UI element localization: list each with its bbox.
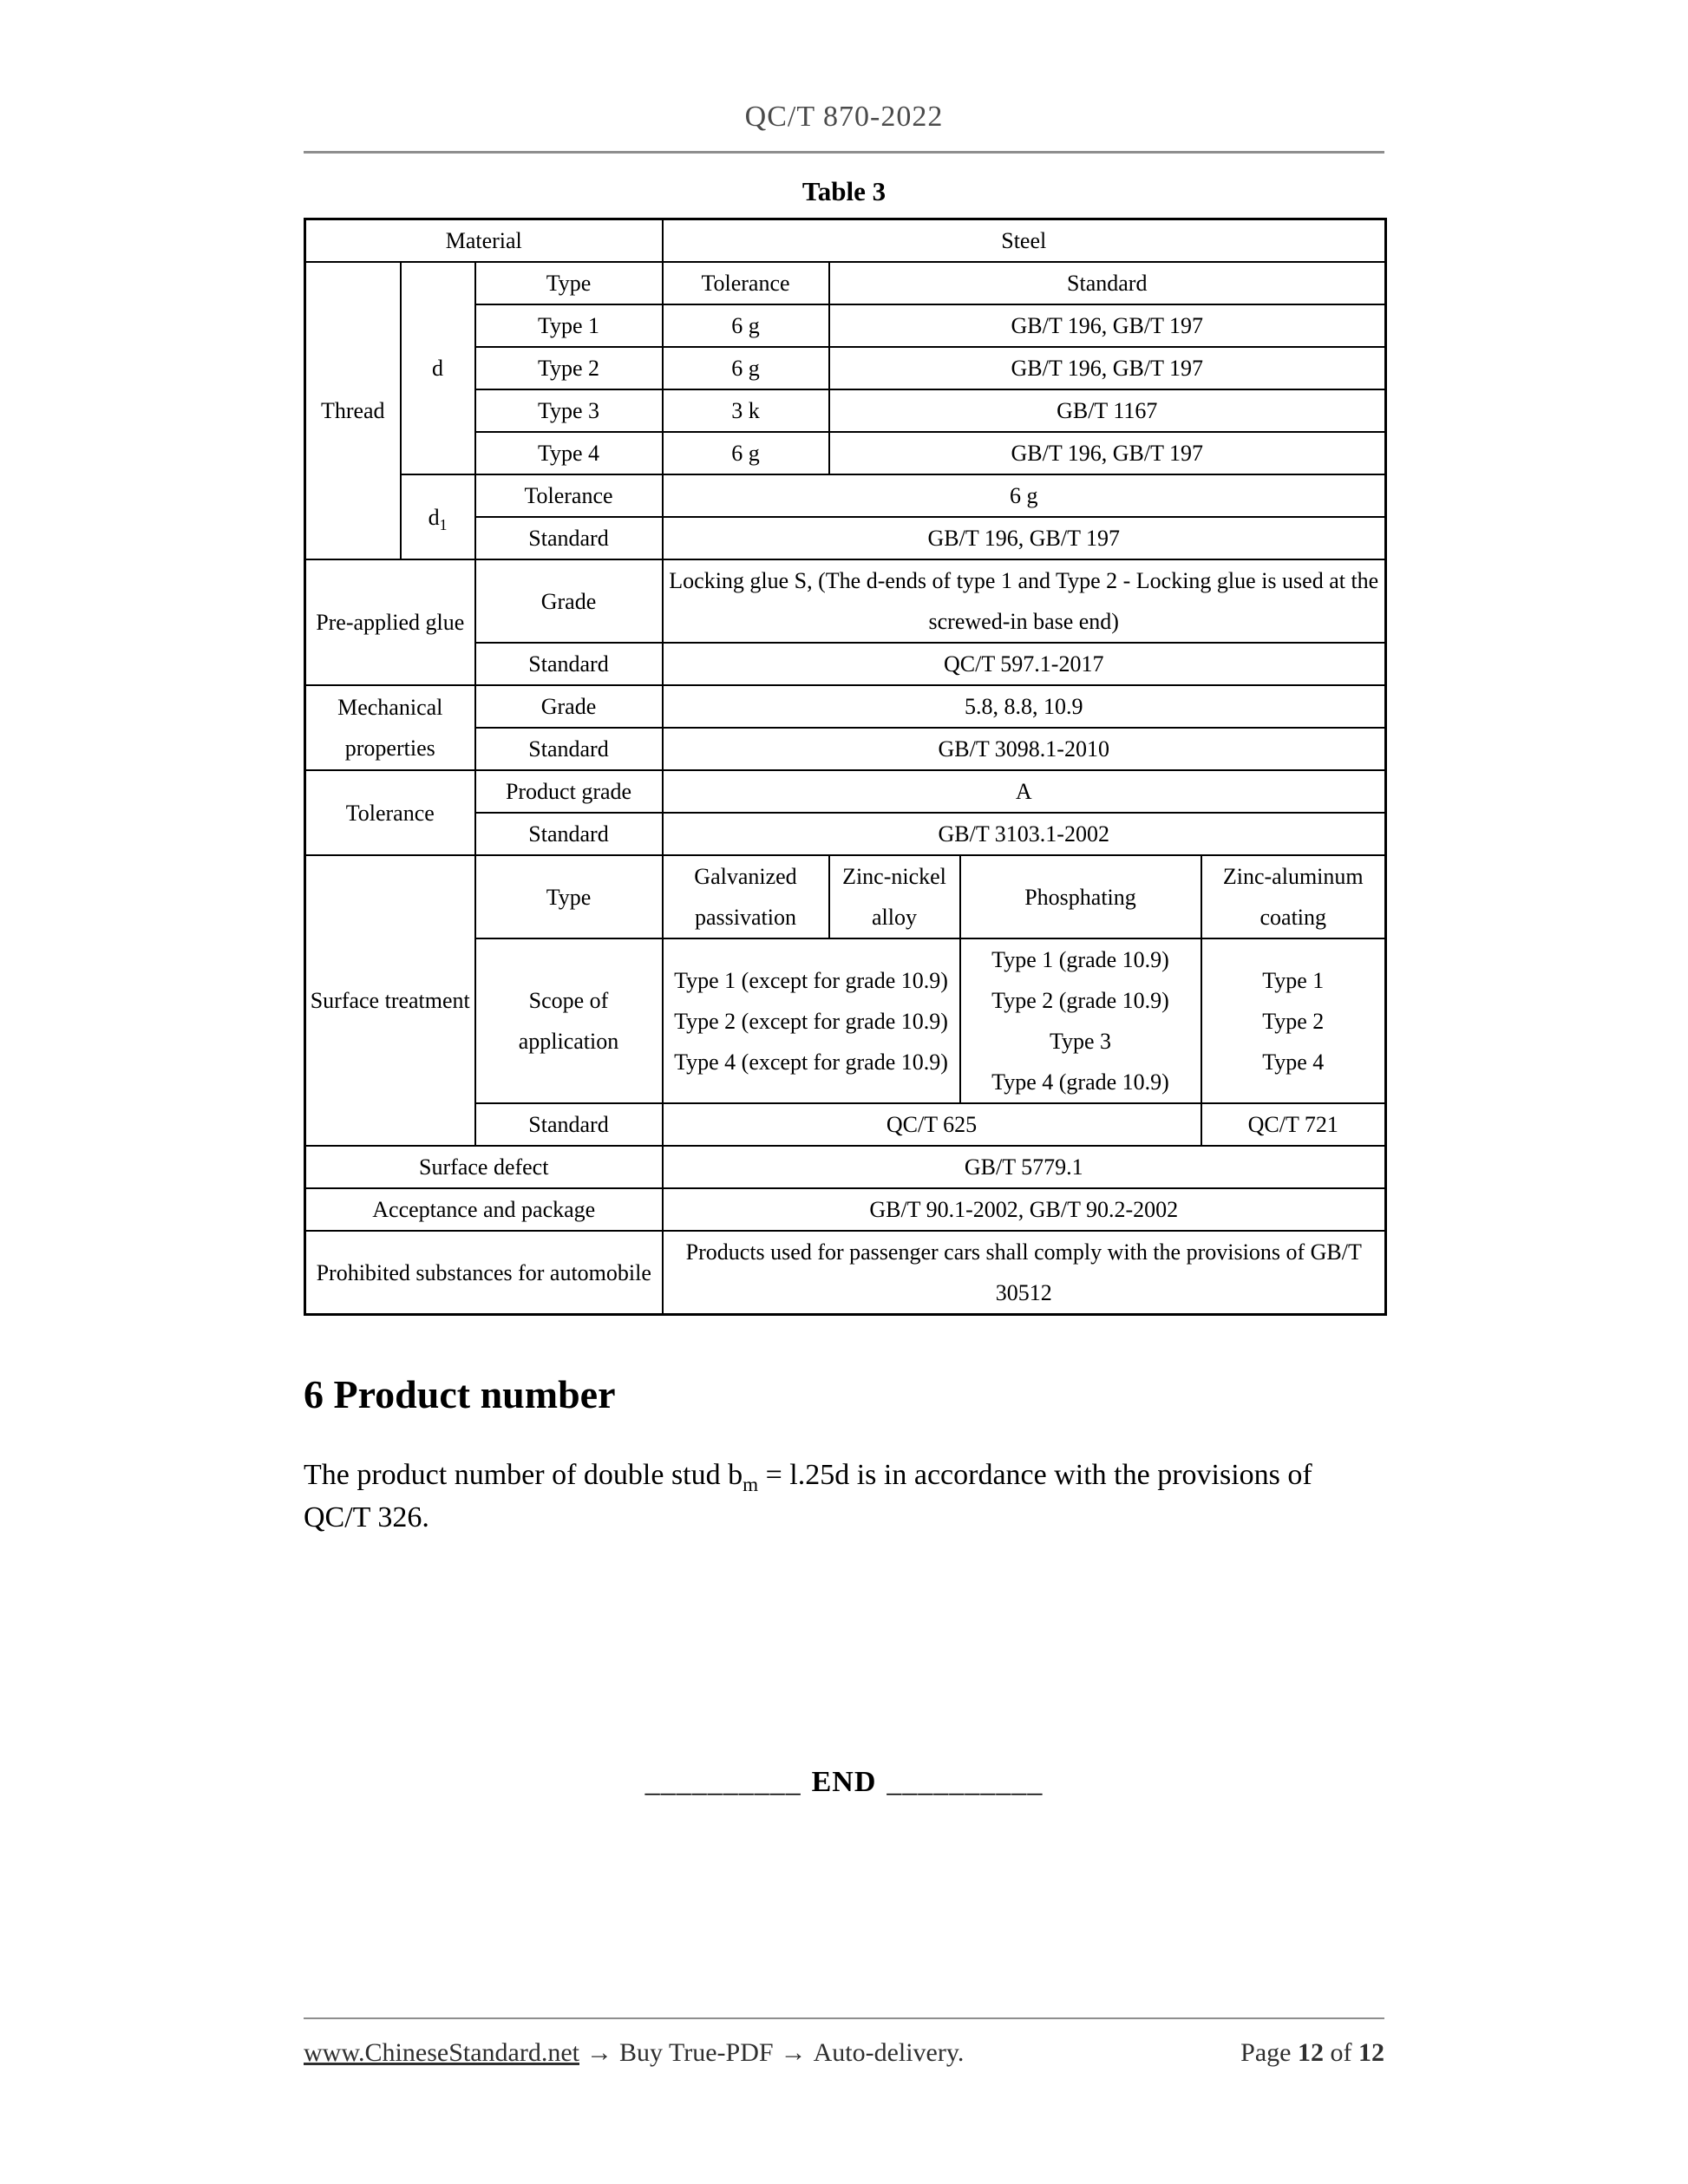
cell-scope-phosphating	[960, 938, 1201, 1103]
cell-type1-standard: GB/T 196, GB/T 197	[829, 304, 1386, 347]
cell-scope-label: Scope of application	[475, 938, 663, 1103]
paragraph-subscript: m	[743, 1473, 759, 1496]
cell-tolerance-label: Tolerance	[305, 770, 475, 855]
body-paragraph	[304, 1454, 1384, 1539]
cell-type3-tolerance: 3 k	[663, 389, 829, 432]
cell-glue-standard-label: Standard	[475, 643, 663, 685]
cell-mechanical-grade-value: 5.8, 8.8, 10.9	[663, 685, 1386, 728]
footer-delivery-text: Auto-delivery.	[813, 2038, 965, 2067]
table3	[304, 218, 1387, 1316]
cell-glue-grade-value: Locking glue S, (The d-ends of type 1 and Type 2 - Locking glue is used at the screwed-in base end)	[663, 559, 1386, 643]
cell-type-header: Type	[475, 262, 663, 304]
table-caption: Table 3	[801, 176, 887, 206]
row-d1-tolerance	[305, 474, 1386, 517]
cell-type-zinc-nickel: Zinc-nickel alloy	[829, 855, 960, 938]
row-mechanical-grade	[305, 685, 1386, 728]
page-current: 12	[1298, 2038, 1324, 2067]
paragraph-line2: QC/T 326.	[304, 1501, 429, 1533]
footer-divider	[304, 2017, 1384, 2019]
row-glue-grade	[305, 559, 1386, 643]
cell-glue-label: Pre-applied glue	[305, 559, 475, 685]
section-heading: 6 Product number	[304, 1372, 616, 1416]
cell-steel-header: Steel	[663, 219, 1386, 263]
cell-glue-grade-label: Grade	[475, 559, 663, 643]
cell-type-zinc-aluminum: Zinc-aluminum coating	[1201, 855, 1386, 938]
cell-surface-standard-znal: QC/T 721	[1201, 1103, 1386, 1146]
cell-prohibited-value: Products used for passenger cars shall comply with the provisions of GB/T 30512	[663, 1231, 1386, 1315]
end-rule-left: __________	[644, 1766, 801, 1798]
cell-d1-tolerance-label: Tolerance	[475, 474, 663, 517]
cell-type-galvanized: Galvanized passivation	[663, 855, 829, 938]
cell-tolerance-standard-value: GB/T 3103.1-2002	[663, 813, 1386, 855]
cell-thread-label: Thread	[305, 262, 401, 559]
cell-mechanical-label: Mechanical properties	[305, 685, 475, 770]
cell-surface-standard-label: Standard	[475, 1103, 663, 1146]
end-label: END	[811, 1766, 877, 1798]
arrow-icon: →	[586, 2038, 612, 2067]
cell-d1-standard-value: GB/T 196, GB/T 197	[663, 517, 1386, 559]
cell-type3: Type 3	[475, 389, 663, 432]
cell-type4-tolerance: 6 g	[663, 432, 829, 474]
cell-acceptance-value: GB/T 90.1-2002, GB/T 90.2-2002	[663, 1188, 1386, 1231]
footer-website-link[interactable]: www.ChineseStandard.net	[304, 2038, 579, 2067]
scope-line: Type 4 (except for grade 10.9)	[674, 1049, 948, 1075]
cell-tolerance-standard-label: Standard	[475, 813, 663, 855]
cell-type4-standard: GB/T 196, GB/T 197	[829, 432, 1386, 474]
cell-standard-header: Standard	[829, 262, 1386, 304]
page-footer	[304, 2017, 1384, 2068]
cell-tolerance-header: Tolerance	[663, 262, 829, 304]
cell-scope-zinc-aluminum	[1201, 938, 1386, 1103]
row-prohibited	[305, 1231, 1386, 1315]
cell-type-phosphating: Phosphating	[960, 855, 1201, 938]
cell-product-grade-value: A	[663, 770, 1386, 813]
scope-line: Type 1 (except for grade 10.9)	[674, 967, 948, 993]
cell-surface-defect-value: GB/T 5779.1	[663, 1146, 1386, 1188]
row-thread-header	[305, 262, 1386, 304]
document-header-title: QC/T 870-2022	[744, 101, 944, 133]
scope-line: Type 2 (except for grade 10.9)	[674, 1008, 948, 1034]
cell-d1-tolerance-value: 6 g	[663, 474, 1386, 517]
cell-scope-galv-zn	[663, 938, 960, 1103]
cell-acceptance-label: Acceptance and package	[305, 1188, 663, 1231]
end-marker	[304, 1766, 1384, 1799]
cell-d-label: d	[401, 262, 475, 474]
scope-line: Type 1	[1262, 967, 1325, 993]
cell-type2-standard: GB/T 196, GB/T 197	[829, 347, 1386, 389]
row-surface-defect	[305, 1146, 1386, 1188]
cell-mechanical-standard-label: Standard	[475, 728, 663, 770]
end-rule-right: __________	[887, 1766, 1044, 1798]
cell-mechanical-standard-value: GB/T 3098.1-2010	[663, 728, 1386, 770]
scope-line: Type 2	[1262, 1008, 1325, 1034]
page-content	[304, 0, 1384, 1799]
page-word: Page	[1240, 2038, 1292, 2067]
cell-d1-standard-label: Standard	[475, 517, 663, 559]
row-tolerance-grade	[305, 770, 1386, 813]
header-divider	[304, 151, 1384, 154]
cell-type1: Type 1	[475, 304, 663, 347]
cell-material-header: Material	[305, 219, 663, 263]
scope-line: Type 4	[1262, 1049, 1325, 1075]
cell-type3-standard: GB/T 1167	[829, 389, 1386, 432]
arrow-icon: →	[780, 2038, 807, 2067]
cell-surface-type-label: Type	[475, 855, 663, 938]
d1-base: d	[428, 504, 440, 530]
cell-prohibited-label: Prohibited substances for automobile	[305, 1231, 663, 1315]
scope-line: Type 2 (grade 10.9)	[991, 988, 1169, 1013]
d1-subscript: 1	[439, 515, 448, 533]
cell-product-grade-label: Product grade	[475, 770, 663, 813]
cell-d1-label	[401, 474, 475, 559]
row-acceptance	[305, 1188, 1386, 1231]
row-material-steel	[305, 219, 1386, 263]
cell-type2-tolerance: 6 g	[663, 347, 829, 389]
cell-type2: Type 2	[475, 347, 663, 389]
row-surface-type	[305, 855, 1386, 938]
cell-surface-label: Surface treatment	[305, 855, 475, 1146]
cell-type4: Type 4	[475, 432, 663, 474]
scope-line: Type 1 (grade 10.9)	[991, 947, 1169, 972]
of-word: of	[1330, 2038, 1352, 2067]
footer-left	[304, 2038, 964, 2068]
cell-mechanical-grade-label: Grade	[475, 685, 663, 728]
scope-line: Type 3	[1049, 1029, 1112, 1054]
cell-surface-standard-main: QC/T 625	[663, 1103, 1201, 1146]
cell-surface-defect-label: Surface defect	[305, 1146, 663, 1188]
paragraph-text-before-sub: The product number of double stud b	[304, 1459, 743, 1491]
paragraph-text-after-sub: = l.25d is in accordance with the provisions of	[758, 1459, 1312, 1491]
cell-type1-tolerance: 6 g	[663, 304, 829, 347]
cell-glue-standard-value: QC/T 597.1-2017	[663, 643, 1386, 685]
page-total: 12	[1358, 2038, 1384, 2067]
footer-row	[304, 2038, 1384, 2068]
footer-buy-text: Buy True-PDF	[619, 2038, 774, 2067]
scope-line: Type 4 (grade 10.9)	[991, 1069, 1169, 1095]
footer-page-indicator	[1240, 2038, 1384, 2068]
